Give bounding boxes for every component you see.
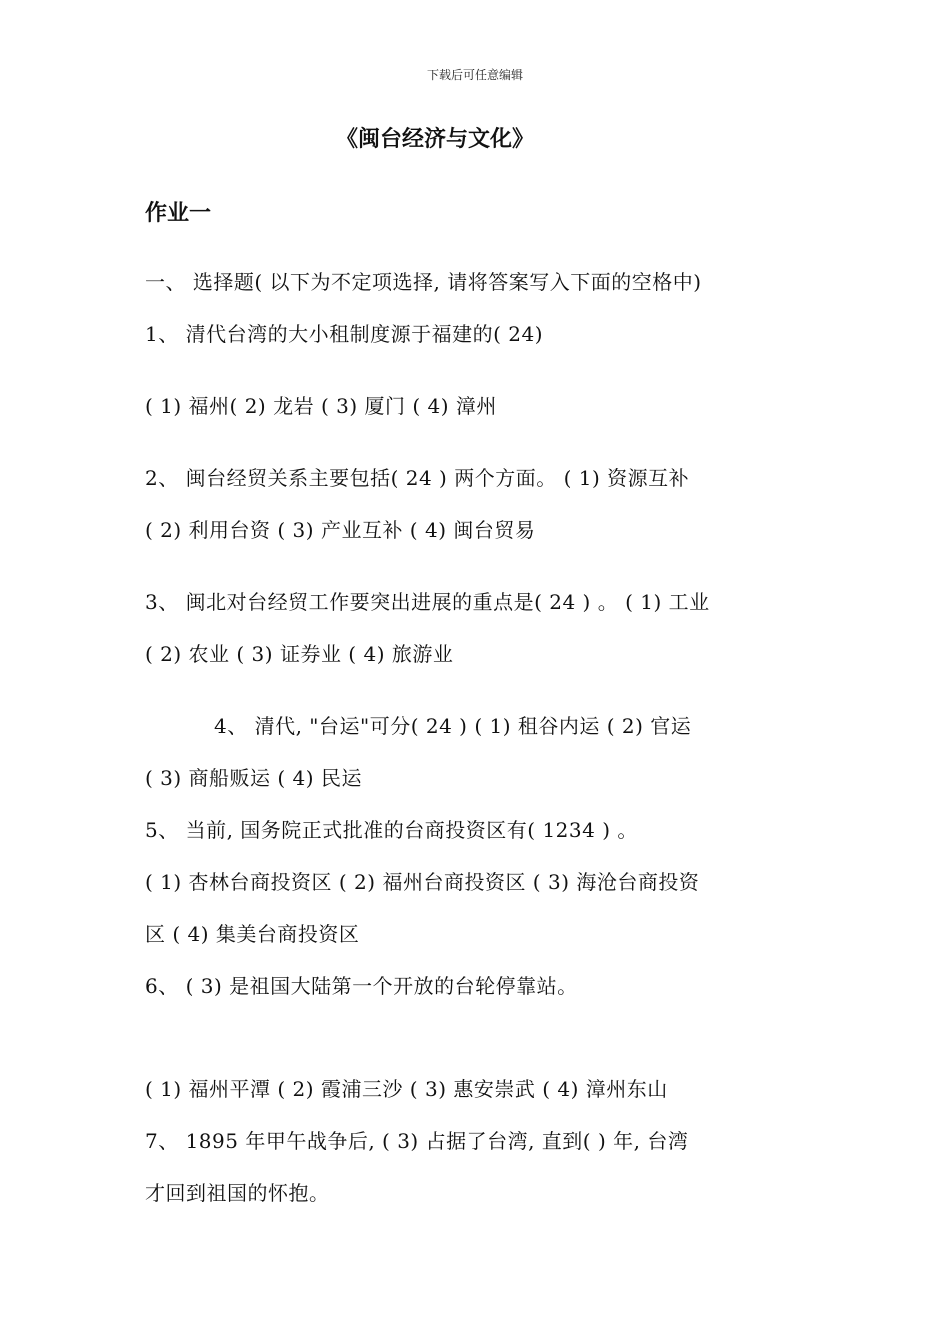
question-5-options-b: 区 ( 4) 集美台商投资区 (145, 922, 360, 946)
question-5-options-a: ( 1) 杏林台商投资区 ( 2) 福州台商投资区 ( 3) 海沧台商投资 (145, 870, 700, 894)
section-title: 作业一 (145, 201, 212, 226)
question-1: 1、 清代台湾的大小租制度源于福建的( 24) (145, 322, 543, 346)
document-title: 《闽台经济与文化》 (336, 127, 535, 152)
question-7: 7、 1895 年甲午战争后, ( 3) 占据了台湾, 直到( ) 年, 台湾 (145, 1129, 689, 1153)
question-3-options: ( 2) 农业 ( 3) 证券业 ( 4) 旅游业 (145, 642, 454, 666)
question-section-heading: 一、 选择题( 以下为不定项选择, 请将答案写入下面的空格中) (145, 270, 702, 294)
question-5: 5、 当前, 国务院正式批准的台商投资区有( 1234 ) 。 (145, 818, 638, 842)
question-1-options: ( 1) 福州( 2) 龙岩 ( 3) 厦门 ( 4) 漳州 (145, 394, 497, 418)
question-6-options: ( 1) 福州平潭 ( 2) 霞浦三沙 ( 3) 惠安崇武 ( 4) 漳州东山 (145, 1077, 668, 1101)
question-4-options: ( 3) 商船贩运 ( 4) 民运 (145, 766, 362, 790)
question-2: 2、 闽台经贸关系主要包括( 24 ) 两个方面。 ( 1) 资源互补 (145, 466, 690, 490)
question-4: 4、 清代, "台运"可分( 24 ) ( 1) 租谷内运 ( 2) 官运 (214, 714, 692, 738)
question-3: 3、 闽北对台经贸工作要突出进展的重点是( 24 ) 。 ( 1) 工业 (145, 590, 710, 614)
header-note: 下载后可任意编辑 (426, 68, 523, 82)
question-2-options: ( 2) 利用台资 ( 3) 产业互补 ( 4) 闽台贸易 (145, 518, 536, 542)
question-7-continued: 才回到祖国的怀抱。 (145, 1181, 330, 1205)
question-6: 6、 ( 3) 是祖国大陆第一个开放的台轮停靠站。 (145, 974, 578, 998)
